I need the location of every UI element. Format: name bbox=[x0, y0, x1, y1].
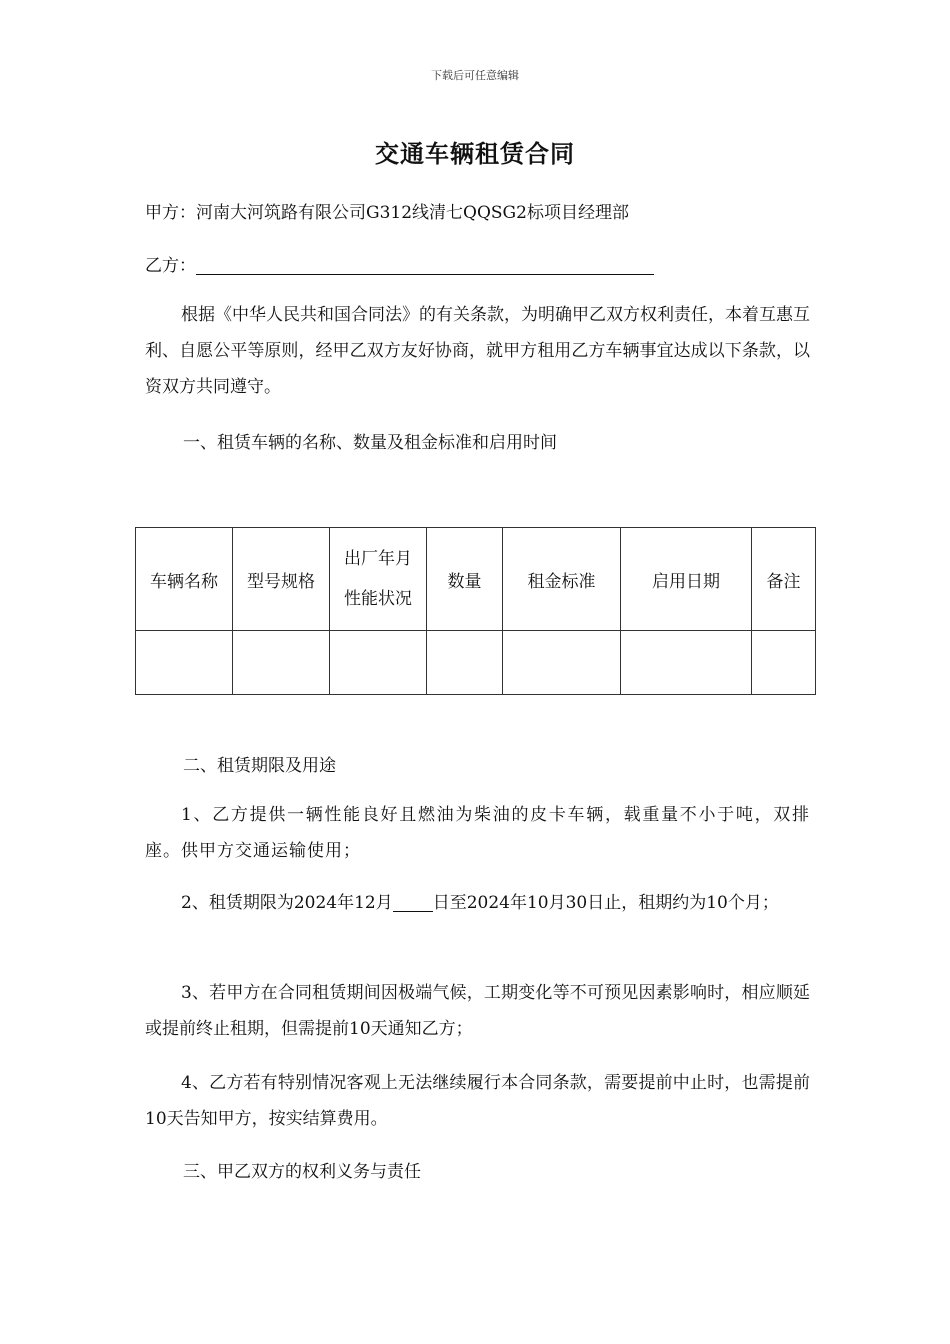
clause-4: 4、乙方若有特别情况客观上无法继续履行本合同条款，需要提前中止时，也需提前10天告知甲方，按实结算费用。 bbox=[145, 1073, 810, 1129]
section-2-heading: 二、租赁期限及用途 bbox=[183, 756, 336, 776]
table-cell[interactable] bbox=[621, 631, 752, 695]
party-a: 甲方：河南大河筑路有限公司G312线清七QQSG2标项目经理部 bbox=[145, 203, 629, 223]
clause-2 bbox=[145, 885, 810, 921]
table-header-cell: 型号规格 bbox=[233, 528, 330, 631]
section-1-heading: 一、租赁车辆的名称、数量及租金标准和启用时间 bbox=[183, 433, 557, 453]
clause-3: 3、若甲方在合同租赁期间因极端气候，工期变化等不可预见因素影响时，相应顺延或提前终止租期，但需提前10天通知乙方； bbox=[145, 983, 810, 1039]
rental-table bbox=[135, 527, 816, 695]
table-cell[interactable] bbox=[503, 631, 621, 695]
header-note: 下载后可任意编辑 bbox=[431, 69, 519, 82]
clause-2-start: 2、租赁期限为2024年12月 bbox=[181, 893, 393, 913]
table-header-line: 性能状况 bbox=[344, 589, 412, 609]
table-header-cell: 备注 bbox=[752, 528, 816, 631]
party-b-blank bbox=[196, 256, 654, 275]
section-3-heading: 三、甲乙双方的权利义务与责任 bbox=[183, 1162, 421, 1182]
table-cell[interactable] bbox=[427, 631, 503, 695]
table-cell[interactable] bbox=[233, 631, 330, 695]
intro-paragraph: 根据《中华人民共和国合同法》的有关条款，为明确甲乙双方权利责任，本着互惠互利、自愿公平等原则，经甲乙双方友好协商，就甲方租用乙方车辆事宜达成以下条款，以资双方共同遵守。 bbox=[145, 305, 810, 397]
table-header-cell: 启用日期 bbox=[621, 528, 752, 631]
table-header-row bbox=[136, 528, 816, 631]
party-b-label: 乙方： bbox=[145, 256, 196, 276]
clause-1: 1、乙方提供一辆性能良好且燃油为柴油的皮卡车辆，载重量不小于吨，双排座。供甲方交通运输使用； bbox=[145, 805, 810, 861]
contract-title: 交通车辆租赁合同 bbox=[375, 139, 575, 168]
table-header-cell: 租金标准 bbox=[503, 528, 621, 631]
table-header-cell: 车辆名称 bbox=[136, 528, 233, 631]
table-header-line: 出厂年月 bbox=[344, 549, 412, 569]
clause-2-end: 日至2024年10月30日止，租期约为10个月； bbox=[432, 893, 779, 913]
table-cell[interactable] bbox=[330, 631, 427, 695]
table-header-cell bbox=[330, 528, 427, 631]
table-header-cell: 数量 bbox=[427, 528, 503, 631]
party-b bbox=[145, 251, 654, 276]
table-row bbox=[136, 631, 816, 695]
table-cell[interactable] bbox=[136, 631, 233, 695]
table-cell[interactable] bbox=[752, 631, 816, 695]
clause-2-day-blank bbox=[393, 893, 433, 912]
